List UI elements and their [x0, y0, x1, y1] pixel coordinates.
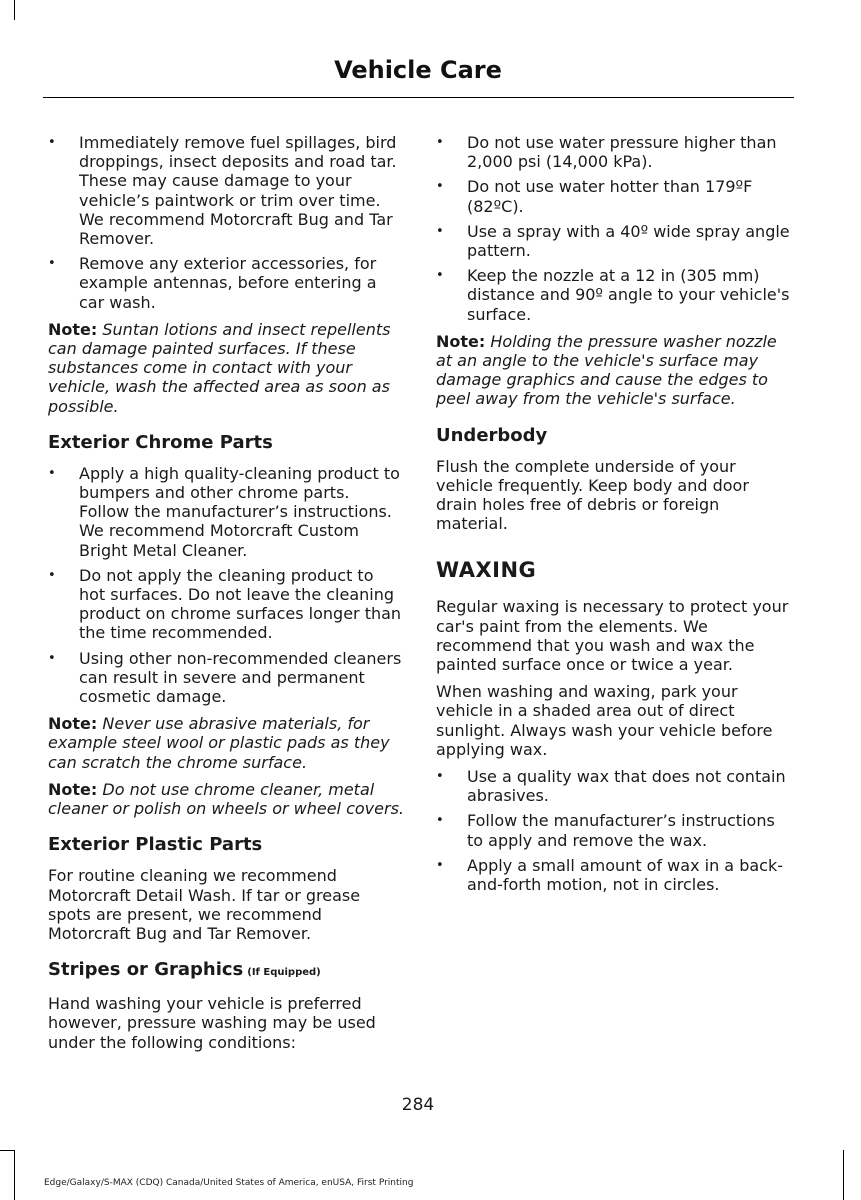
body-paragraph: Hand washing your vehicle is preferred however, pressure washing may be used under the following conditions: — [48, 994, 376, 1052]
list-item: • Follow the manufacturer’s instructions to apply and remove the wax. — [436, 811, 775, 850]
bullet-icon: • — [48, 256, 56, 272]
footer-text: Edge/Galaxy/S-MAX (CDQ) Canada/United States of America, enUSA, First Printing — [44, 1178, 414, 1188]
list-item: • Using other non-recommended cleaners can result in severe and permanent cosmetic damage. — [48, 648, 402, 707]
bullet-icon: • — [48, 650, 56, 666]
list-item: • Apply a small amount of wax in a back-and-forth motion, not in circles. — [436, 855, 783, 895]
bullet-icon: • — [436, 179, 444, 195]
crop-mark-bottom-left-h — [0, 1150, 14, 1151]
cleaning-bullet-list — [48, 133, 404, 312]
bullet-icon: • — [48, 567, 56, 583]
body-paragraph: Regular waxing is necessary to protect your car's paint from the elements. We recommend that you wash and wax the painted surface once or twice a year. — [436, 597, 789, 675]
section-heading: Exterior Plastic Parts — [48, 834, 263, 856]
bullet-icon: • — [48, 135, 56, 150]
pressure-bullet-list — [436, 133, 792, 324]
chapter-heading: WAXING — [436, 558, 537, 583]
bullet-icon: • — [436, 813, 444, 829]
bullet-icon: • — [436, 769, 444, 785]
list-item: • Immediately remove fuel spillages, bird droppings, insect deposits and road tar. These may cause damage to your vehicle’s paintwork or trim over time. We recommend Motorcraft Bug and Tar Remover. — [48, 133, 397, 249]
header-divider — [43, 97, 794, 98]
note-paragraph: Note: Holding the pressure washer nozzle at an angle to the vehicle's surface may damage graphics and cause the edges to peel away from the vehicle's surface. — [436, 331, 777, 409]
list-item: • Use a spray with a 40º wide spray angle pattern. — [436, 221, 790, 261]
note-paragraph: Note: Never use abrasive materials, for example steel wool or plastic pads as they can scratch the chrome surface. — [48, 714, 390, 772]
wax-bullet-list — [436, 767, 792, 894]
bullet-icon: • — [436, 857, 444, 873]
section-heading: Underbody — [436, 424, 548, 446]
note-paragraph: Note: Do not use chrome cleaner, metal cleaner or polish on wheels or wheel covers. — [48, 779, 404, 819]
page-number: 284 — [401, 1095, 435, 1115]
list-item: • Remove any exterior accessories, for example antennas, before entering a car wash. — [48, 254, 377, 312]
chrome-bullet-list — [48, 464, 404, 706]
body-paragraph: For routine cleaning we recommend Motorcraft Detail Wash. If tar or grease spots are present, we recommend Motorcraft Bug and Tar Remover. — [48, 866, 361, 943]
crop-mark-bottom-left — [14, 1150, 15, 1200]
list-item: • Do not use water pressure higher than 2,000 psi (14,000 kPa). — [436, 133, 777, 172]
left-column — [48, 133, 404, 1060]
section-heading: Stripes or Graphics (If Equipped) — [48, 959, 321, 981]
if-equipped-label: (If Equipped) — [247, 967, 321, 979]
list-item: • Do not apply the cleaning product to hot surfaces. Do not leave the cleaning product on chrome surfaces longer than the time recommended. — [48, 565, 402, 643]
page-title: Vehicle Care — [334, 56, 502, 84]
list-item: • Use a quality wax that does not contain abrasives. — [436, 767, 786, 806]
crop-mark-top-left — [14, 0, 15, 20]
list-item: • Apply a high quality-cleaning product to bumpers and other chrome parts. Follow the manufacturer’s instructions. We recommend Motorcraft Custom Bright Metal Cleaner. — [48, 463, 400, 560]
bullet-icon: • — [436, 268, 444, 284]
crop-mark-bottom-right — [843, 1150, 844, 1200]
body-paragraph: Flush the complete underside of your vehicle frequently. Keep body and door drain holes free of debris or foreign material. — [436, 456, 749, 534]
bullet-icon: • — [436, 223, 444, 239]
right-column — [436, 133, 792, 902]
body-paragraph: When washing and waxing, park your vehicle in a shaded area out of direct sunlight. Always wash your vehicle before applying wax. — [436, 682, 773, 759]
list-item: • Do not use water hotter than 179ºF (82ºC). — [436, 177, 753, 216]
bullet-icon: • — [48, 465, 56, 481]
list-item: • Keep the nozzle at a 12 in (305 mm) distance and 90º angle to your vehicle's surface. — [436, 266, 790, 324]
section-heading: Exterior Chrome Parts — [48, 431, 273, 453]
note-paragraph: Note: Suntan lotions and insect repellents can damage painted surfaces. If these substances come in contact with your vehicle, wash the affected area as soon as possible. — [48, 319, 391, 416]
bullet-icon: • — [436, 135, 444, 150]
